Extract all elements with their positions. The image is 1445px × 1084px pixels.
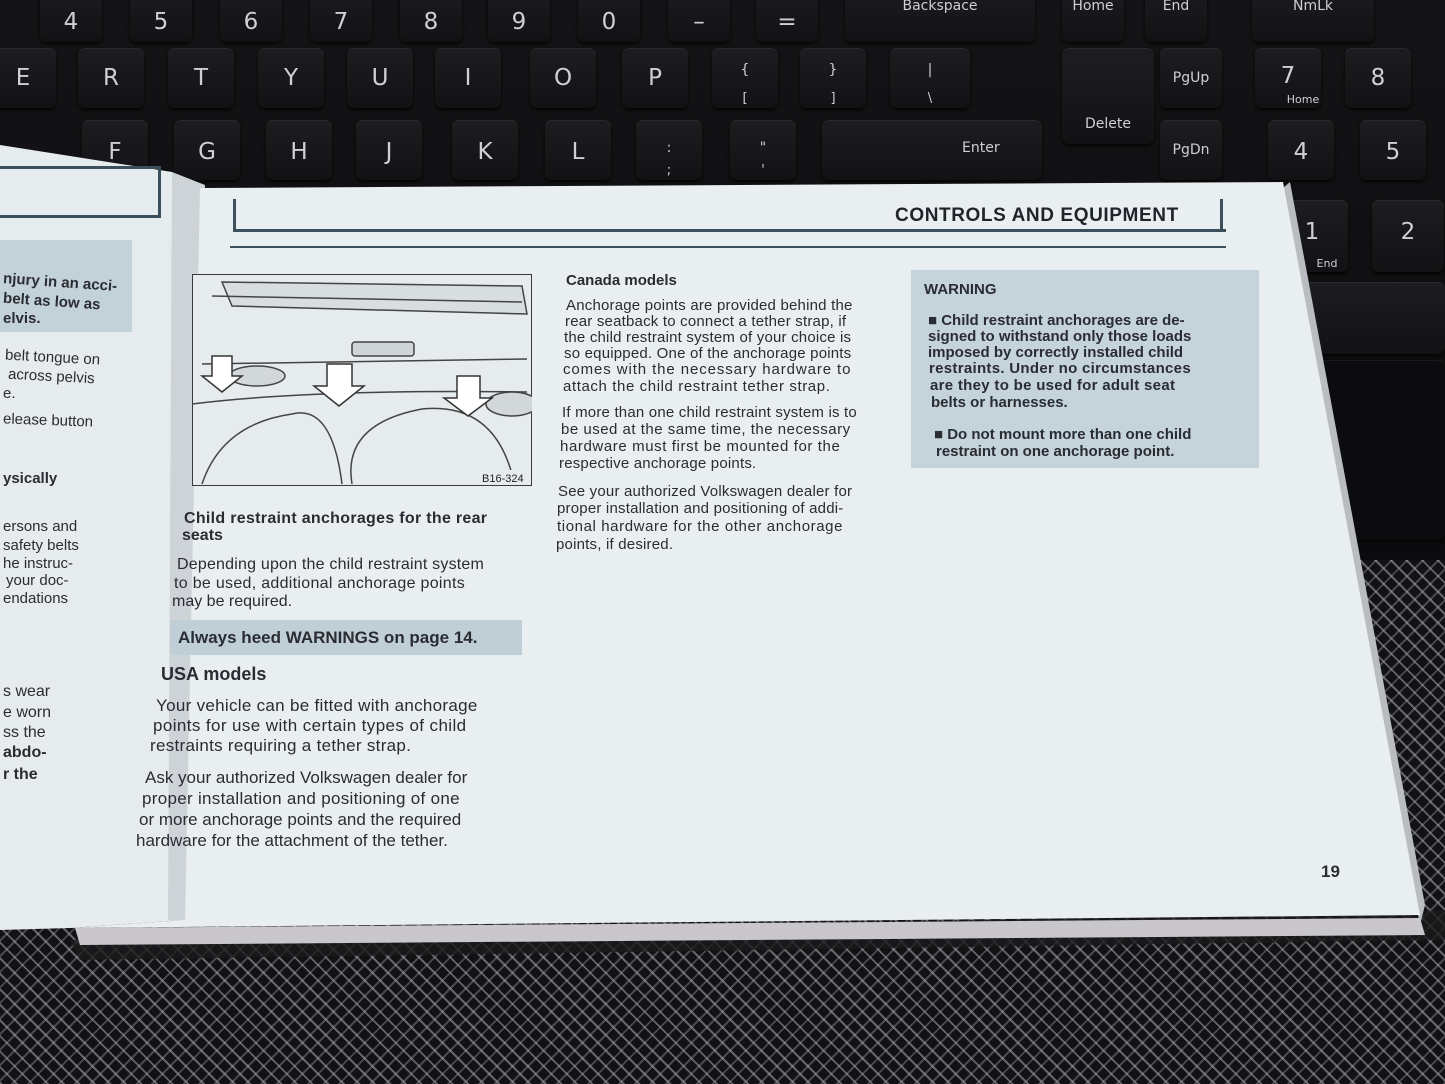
key-o: O: [530, 48, 596, 108]
canada-line: respective anchorage points.: [559, 455, 757, 472]
left-line: e.: [3, 385, 16, 402]
left-line: ersons and: [3, 518, 78, 535]
key-pipe: | \: [890, 48, 970, 108]
canada-models-heading: Canada models: [566, 272, 677, 289]
key-end: End: [1145, 0, 1207, 42]
key-num7: 7 Home: [1255, 48, 1321, 108]
canada-line: See your authorized Volkswagen dealer for: [558, 483, 853, 500]
key-6: 6: [220, 0, 282, 42]
warning-line: ■ Do not mount more than one child: [934, 426, 1192, 443]
key-k: K: [452, 120, 518, 180]
key-quote: " ': [730, 120, 796, 180]
left-line: r the: [3, 766, 38, 783]
canada-line: tional hardware for the other anchorage: [557, 518, 844, 535]
key-e: E: [0, 48, 56, 108]
key-backspace: Backspace: [845, 0, 1035, 42]
caption-line: seats: [182, 527, 223, 544]
key-u: U: [347, 48, 413, 108]
heed-warnings-text: Always heed WARNINGS on page 14.: [178, 628, 478, 647]
key-num2: 2: [1372, 200, 1444, 272]
left-line: belt tongue on: [4, 346, 101, 369]
intro-line: may be required.: [172, 593, 293, 610]
canada-line: rear seatback to connect a tether strap, if: [565, 313, 847, 330]
key-home: Home: [1062, 0, 1124, 42]
warning-line: belts or harnesses.: [931, 394, 1068, 411]
key-numlock: NmLk: [1252, 0, 1374, 42]
key-y: Y: [258, 48, 324, 108]
key-0: 0: [578, 0, 640, 42]
key-num8: 8: [1345, 48, 1411, 108]
left-line: ysically: [3, 470, 58, 487]
intro-line: Depending upon the child restraint system: [177, 556, 485, 573]
key-p: P: [622, 48, 688, 108]
header-box-right: [1220, 199, 1223, 229]
left-line: your doc-: [6, 572, 69, 589]
canada-line: be used at the same time, the necessary: [561, 421, 851, 438]
key-9: 9: [488, 0, 550, 42]
key-enter: Enter: [822, 120, 1042, 180]
key-i: I: [435, 48, 501, 108]
intro-line: to be used, additional anchorage points: [174, 575, 466, 592]
page-number: 19: [1321, 862, 1340, 881]
rear-shelf-illustration: [192, 274, 532, 486]
usa-line: proper installation and positioning of one: [142, 789, 460, 808]
left-line: ss the: [3, 724, 46, 741]
usa-line: restraints requiring a tether strap.: [150, 736, 412, 755]
key-7: 7: [310, 0, 372, 42]
usa-line: hardware for the attachment of the tether.: [136, 831, 448, 850]
warning-line: are they to be used for adult seat: [930, 377, 1176, 394]
left-line: belt as low as: [2, 289, 102, 314]
canada-line: Anchorage points are provided behind the: [566, 297, 853, 314]
canada-line: proper installation and positioning of addi-: [557, 500, 844, 517]
key-num5: 5: [1360, 120, 1426, 180]
warning-line: signed to withstand only those loads: [928, 328, 1192, 345]
left-line: e worn: [3, 704, 52, 721]
key-f: F: [82, 120, 148, 180]
left-line: s wear: [3, 683, 51, 700]
warning-line: restraint on one anchorage point.: [936, 443, 1175, 460]
warning-line: ■ Child restraint anchorages are de-: [928, 312, 1185, 329]
key-num4: 4: [1268, 120, 1334, 180]
key-h: H: [266, 120, 332, 180]
key-l: L: [545, 120, 611, 180]
left-line: he instruc-: [3, 555, 74, 572]
illustration-code: B16-324: [482, 473, 524, 485]
canada-line: so equipped. One of the anchorage points: [564, 345, 852, 362]
usa-line: or more anchorage points and the required: [139, 810, 462, 829]
section-title: CONTROLS AND EQUIPMENT: [895, 205, 1179, 226]
left-line: safety belts: [3, 537, 79, 554]
key-close-brace: } ]: [800, 48, 866, 108]
key-minus: –: [668, 0, 730, 42]
warning-line: imposed by correctly installed child: [928, 344, 1184, 361]
key-t: T: [168, 48, 234, 108]
canada-line: comes with the necessary hardware to: [563, 361, 852, 378]
warning-line: restraints. Under no circumstances: [929, 360, 1191, 377]
key-pgdn: PgDn: [1160, 120, 1222, 180]
canada-line: points, if desired.: [556, 536, 674, 553]
left-line: abdo-: [3, 744, 47, 761]
key-delete: Delete: [1062, 48, 1154, 144]
key-g: G: [174, 120, 240, 180]
key-r: R: [78, 48, 144, 108]
usa-line: Ask your authorized Volkswagen dealer for: [145, 768, 468, 787]
caption-line: Child restraint anchorages for the rear: [184, 510, 488, 527]
key-8: 8: [400, 0, 462, 42]
left-line: elvis.: [3, 310, 41, 327]
canada-line: hardware must first be mounted for the: [560, 438, 841, 455]
key-semicolon: : ;: [636, 120, 702, 180]
usa-models-heading: USA models: [161, 664, 267, 684]
usa-line: Your vehicle can be fitted with anchorage: [156, 696, 478, 715]
key-j: J: [356, 120, 422, 180]
usa-line: points for use with certain types of child: [153, 716, 467, 735]
canada-line: attach the child restraint tether strap.: [563, 378, 831, 395]
key-equals: =: [756, 0, 818, 42]
left-line: across pelvis: [7, 365, 96, 388]
header-rule: [230, 246, 1226, 248]
warning-title: WARNING: [924, 281, 997, 298]
left-line: njury in an acci-: [2, 270, 118, 295]
key-4: 4: [40, 0, 102, 42]
key-open-brace: { [: [712, 48, 778, 108]
canada-line: If more than one child restraint system is to: [562, 404, 857, 421]
key-5: 5: [130, 0, 192, 42]
canada-line: the child restraint system of your choice is: [564, 329, 852, 346]
key-pgup: PgUp: [1160, 48, 1222, 108]
left-line: elease button: [2, 410, 94, 431]
left-line: endations: [3, 590, 69, 607]
key-num1: 1 End: [1276, 200, 1348, 272]
